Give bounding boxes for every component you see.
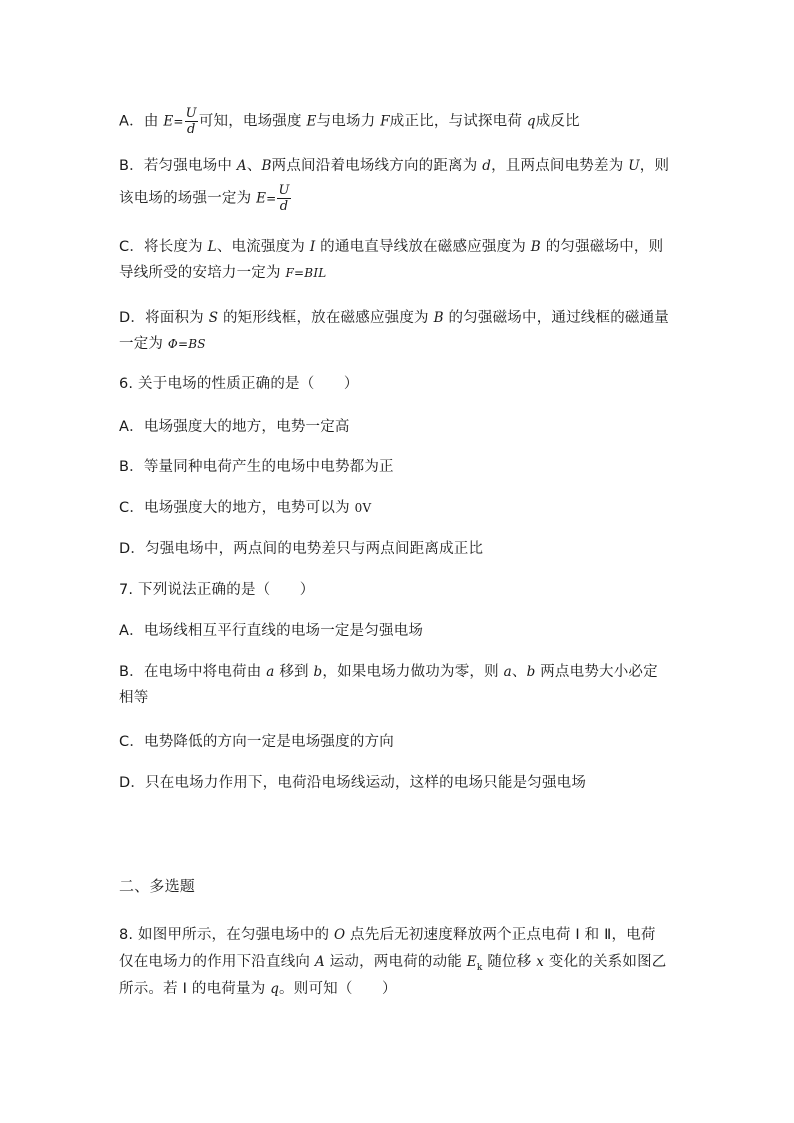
q6-option-c: C．电场强度大的地方，电势可以为 0V	[119, 500, 372, 516]
q7-option-d: D．只在电场力作用下，电荷沿电场线运动，这样的电场只能是匀强电场	[119, 775, 587, 791]
q5-option-d-line2: 一定为 Φ=BS	[119, 336, 206, 352]
q6-option-d: D．匀强电场中，两点间的电势差只与两点间距离成正比	[119, 541, 484, 557]
q7-stem: 7. 下列说法正确的是（ ）	[119, 582, 315, 598]
q7-option-b-line1: B．在电场中将电荷由 a 移到 b，如果电场力做功为零，则 a、b 两点电势大小必定	[119, 664, 658, 680]
section-heading: 二、多选题	[119, 877, 196, 895]
q8-stem-line1: 8. 如图甲所示，在匀强电场中的 O 点先后无初速度释放两个正点电荷 Ⅰ 和 Ⅱ，电荷	[119, 927, 656, 943]
q7-option-a: A．电场线相互平行直线的电场一定是匀强电场	[119, 623, 424, 639]
q5-option-c-line1: C．将长度为 L、电流强度为 I 的通电直导线放在磁感应强度为 B 的匀强磁场中，则	[119, 239, 664, 255]
fraction-u-over-d: $\frac{U}{d}$	[278, 183, 290, 214]
q5-option-a: A．由 E= $\frac{U}{d}$ 可知，电场强度 E与电场力 F成正比，与试探电荷 q成反比	[119, 106, 580, 137]
q7-option-b-line2: 相等	[119, 690, 149, 706]
q5-option-d-line1: D．将面积为 S 的矩形线框，放在磁感应强度为 B 的匀强磁场中，通过线框的磁通量	[119, 310, 669, 326]
q6-stem: 6. 关于电场的性质正确的是（ ）	[119, 376, 359, 392]
q5-option-b-line2: 该电场的场强一定为 E= $\frac{U}{d}$	[119, 183, 290, 214]
q5-option-b-line1: B．若匀强电场中 A、B两点间沿着电场线方向的距离为 d，且两点间电势差为 U，则	[119, 158, 670, 174]
q8-stem-line2: 仅在电场力的作用下沿直线向 A 运动，两电荷的动能 $E_k$ 随位移 x 变化的关系如图乙	[119, 954, 667, 973]
q8-stem-line3: 所示。若 Ⅰ 的电荷量为 q。则可知（ ）	[119, 981, 397, 997]
q6-option-a: A．电场强度大的地方，电势一定高	[119, 419, 350, 435]
q5-option-c-line2: 导线所受的安培力一定为 F=BIL	[119, 265, 327, 281]
q7-option-c: C．电势降低的方向一定是电场强度的方向	[119, 734, 394, 750]
q6-option-b: B．等量同种电荷产生的电场中电势都为正	[119, 459, 394, 475]
fraction-u-over-d: $\frac{U}{d}$	[185, 106, 197, 137]
